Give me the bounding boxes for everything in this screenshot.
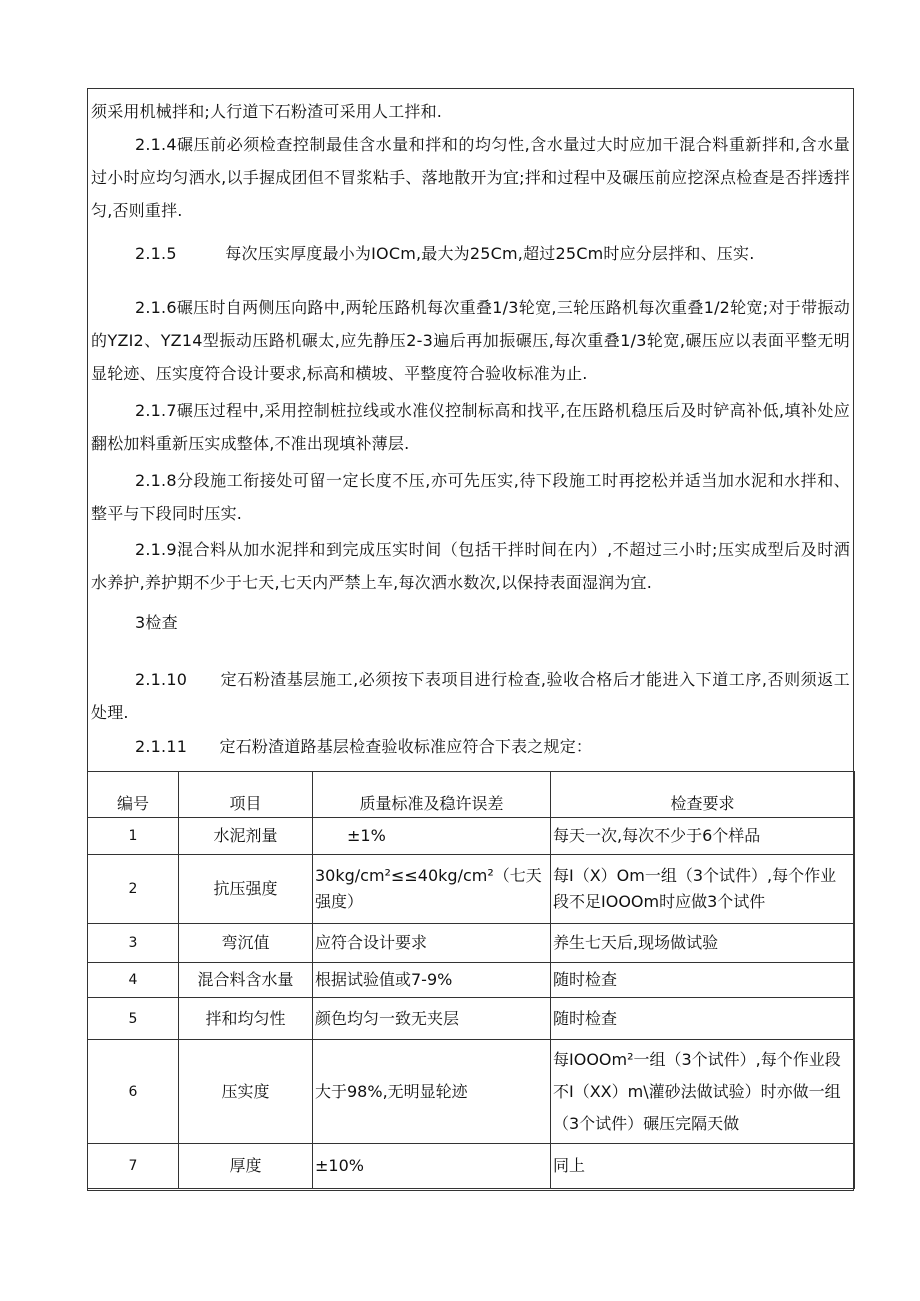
header-item: 项目 bbox=[179, 772, 313, 818]
row-number: 1 bbox=[88, 818, 179, 855]
row-standard: 颜色均匀一致无夹层 bbox=[313, 998, 551, 1040]
row-standard: 应符合设计要求 bbox=[313, 924, 551, 963]
paragraph-2-1-11: 2.1.11 定石粉渣道路基层检查验收标准应符合下表之规定： bbox=[135, 737, 593, 756]
row-requirement: 随时检查 bbox=[551, 998, 855, 1040]
table-row bbox=[88, 818, 855, 855]
row-requirement: 每天一次,每次不少于6个样品 bbox=[551, 818, 855, 855]
table-row bbox=[88, 1144, 855, 1189]
row-standard: 30kg∕cm²≤≤40kg∕cm²（七天强度） bbox=[313, 855, 551, 924]
paragraph-2-1-8: 2.1.8分段施工衔接处可留一定长度不压,亦可先压实,待下段施工时再挖松并适当加水泥和水拌和、整平与下段同时压实. bbox=[91, 471, 850, 523]
row-requirement: 每I（X）Om一组（3个试件）,每个作业段不足IOOOm时应做3个试件 bbox=[551, 855, 855, 924]
row-number: 2 bbox=[88, 855, 179, 924]
row-item: 抗压强度 bbox=[179, 855, 313, 924]
row-number: 4 bbox=[88, 963, 179, 998]
row-standard: 根据试验值或7-9% bbox=[313, 963, 551, 998]
row-standard: 大于98%,无明显轮迹 bbox=[313, 1040, 551, 1144]
table-header-row bbox=[88, 772, 855, 818]
row-standard: ±10% bbox=[313, 1144, 551, 1189]
row-number: 3 bbox=[88, 924, 179, 963]
paragraph-2-1-7: 2.1.7碾压过程中,采用控制桩拉线或水准仪控制标高和找平,在压路机稳压后及时铲高补低,填补处应翻松加料重新压实成整体,不准出现填补薄层. bbox=[91, 401, 850, 453]
row-item: 厚度 bbox=[179, 1144, 313, 1189]
table-row bbox=[88, 924, 855, 963]
row-number: 5 bbox=[88, 998, 179, 1040]
row-item: 水泥剂量 bbox=[179, 818, 313, 855]
row-requirement: 养生七天后,现场做试验 bbox=[551, 924, 855, 963]
paragraph-2-1-9: 2.1.9混合料从加水泥拌和到完成压实时间（包括干拌时间在内）,不超过三小时;压实成型后及时洒水养护,养护期不少于七天,七天内严禁上车,每次洒水数次,以保持表面湿润为宜. bbox=[91, 540, 850, 592]
header-standard: 质量标准及稳许误差 bbox=[313, 772, 551, 818]
row-item: 混合料含水量 bbox=[179, 963, 313, 998]
table-row bbox=[88, 998, 855, 1040]
row-number: 7 bbox=[88, 1144, 179, 1189]
document-frame bbox=[87, 88, 854, 1191]
row-item: 弯沉值 bbox=[179, 924, 313, 963]
paragraph-2-1-6: 2.1.6碾压时自两侧压向路中,两轮压路机每次重叠1/3轮宽,三轮压路机每次重叠1/2轮宽;对于带振动的YZI2、YZ14型振动压路机碾太,应先静压2-3遍后再加振碾压,每次重叠1/3轮宽,碾压应以表面平整无明显轮迹、压实度符合设计要求,标高和横坡、平整度符合验收标准为止. bbox=[91, 298, 850, 383]
row-item: 拌和均匀性 bbox=[179, 998, 313, 1040]
header-number: 编号 bbox=[88, 772, 179, 818]
header-requirement: 检查要求 bbox=[551, 772, 855, 818]
row-requirement: 每IOOOm²一组（3个试件）,每个作业段不I（XX）m\灌砂法做试验）时亦做一组（3个试件）碾压完隔天做 bbox=[551, 1040, 855, 1144]
table-row bbox=[88, 963, 855, 998]
paragraph-2-1-5: 2.1.5 每次压实厚度最小为IOCm,最大为25Cm,超过25Cm时应分层拌和、压实. bbox=[135, 244, 755, 263]
row-item: 压实度 bbox=[179, 1040, 313, 1144]
inspection-table bbox=[87, 771, 855, 1189]
paragraph-intro: 须采用机械拌和;人行道下石粉渣可采用人工拌和. bbox=[91, 102, 443, 121]
row-standard: ±1% bbox=[313, 818, 551, 855]
row-requirement: 随时检查 bbox=[551, 963, 855, 998]
paragraph-2-1-10: 2.1.10 定石粉渣基层施工,必须按下表项目进行检查,验收合格后才能进入下道工序,否则须返工处理. bbox=[91, 670, 850, 722]
paragraph-2-1-4: 2.1.4碾压前必须检查控制最佳含水量和拌和的均匀性,含水量过大时应加干混合料重新拌和,含水量过小时应均匀洒水,以手握成团但不冒浆粘手、落地散开为宜;拌和过程中及碾压前应挖深点检查是否拌透拌匀,否则重拌. bbox=[91, 135, 850, 220]
table-row bbox=[88, 855, 855, 924]
section-heading-check: 3检查 bbox=[135, 613, 178, 632]
row-number: 6 bbox=[88, 1040, 179, 1144]
row-requirement: 同上 bbox=[551, 1144, 855, 1189]
table-row bbox=[88, 1040, 855, 1144]
